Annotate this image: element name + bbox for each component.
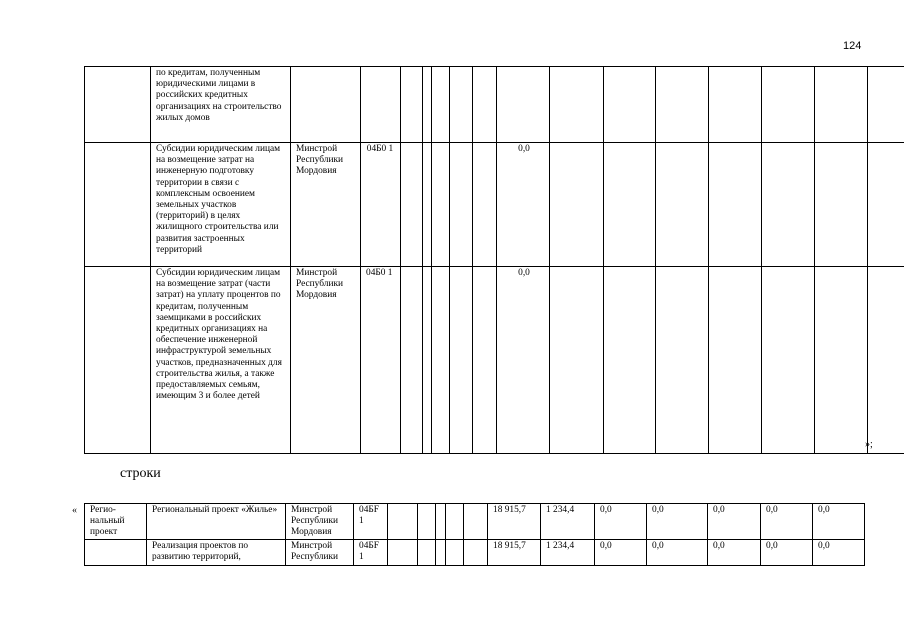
closing-quote: »; (865, 439, 873, 450)
code-cell: 04Б0 1 (361, 143, 401, 267)
value-cell: 0,0 (708, 504, 761, 540)
empty-cell (401, 143, 423, 267)
upper-budget-table (84, 66, 904, 454)
table-row (85, 67, 904, 143)
row-name-cell: Региональный проект «Жилье» (147, 504, 286, 540)
executor-cell: Минстрой Республики Мордовия (291, 143, 361, 267)
empty-cell (815, 267, 868, 454)
value-cell (473, 67, 497, 143)
empty-cell (436, 540, 446, 566)
empty-cell (604, 143, 656, 267)
status-cell (85, 267, 151, 454)
value-cell: 0,0 (647, 504, 708, 540)
value-cell: 1 234,4 (541, 540, 595, 566)
page-number: 124 (843, 40, 862, 52)
value-cell: 0,0 (761, 504, 813, 540)
executor-cell: Минстрой Республики Мордовия (286, 504, 354, 540)
empty-cell (388, 540, 418, 566)
empty-cell (868, 267, 904, 454)
executor-cell (291, 67, 361, 143)
value-cell (473, 267, 497, 454)
value-cell: 0,0 (647, 540, 708, 566)
empty-cell (450, 143, 473, 267)
executor-cell: Минстрой Республики Мордовия (291, 267, 361, 454)
value-cell: 0,0 (595, 540, 647, 566)
empty-cell (656, 67, 709, 143)
empty-cell (762, 267, 815, 454)
empty-cell (464, 504, 488, 540)
lower-budget-table (84, 503, 865, 566)
empty-cell (446, 540, 464, 566)
empty-cell (709, 143, 762, 267)
table-row (85, 143, 904, 267)
empty-cell (497, 67, 550, 143)
table-row (85, 267, 904, 454)
table-row (85, 540, 865, 566)
empty-cell (709, 67, 762, 143)
empty-cell (446, 504, 464, 540)
empty-cell (388, 504, 418, 540)
empty-cell (604, 67, 656, 143)
empty-cell (709, 267, 762, 454)
empty-cell (418, 540, 436, 566)
empty-cell (762, 67, 815, 143)
status-cell: Регио-нальный проект (85, 504, 147, 540)
value-cell (473, 143, 497, 267)
empty-cell (656, 143, 709, 267)
empty-cell (432, 67, 450, 143)
value-cell: 0,0 (497, 143, 550, 267)
empty-cell (436, 504, 446, 540)
value-cell: 0,0 (813, 504, 865, 540)
value-cell: 18 915,7 (488, 540, 541, 566)
row-name-cell: по кредитам, полученным юридическими лицами в российских кредитных организациях на строительство жилых домов (151, 67, 291, 143)
row-name-cell: Субсидии юридическим лицам на возмещение затрат на инженерную подготовку территории в связи с комплексным освоением земельных участков (территорий) в целях жилищного строительства или развития застроенных территорий (151, 143, 291, 267)
code-cell: 04БF 1 (354, 504, 388, 540)
empty-cell (868, 67, 904, 143)
empty-cell (423, 267, 432, 454)
status-cell (85, 540, 147, 566)
empty-cell (401, 67, 423, 143)
empty-cell (868, 143, 904, 267)
value-cell: 18 915,7 (488, 504, 541, 540)
empty-cell (604, 267, 656, 454)
empty-cell (418, 504, 436, 540)
status-cell (85, 143, 151, 267)
row-name-cell: Реализация проектов по развитию территорий, (147, 540, 286, 566)
value-cell: 0,0 (595, 504, 647, 540)
empty-cell (550, 67, 604, 143)
empty-cell (423, 67, 432, 143)
empty-cell (762, 143, 815, 267)
empty-cell (815, 143, 868, 267)
empty-cell (550, 143, 604, 267)
table-row (85, 504, 865, 540)
empty-cell (423, 143, 432, 267)
status-cell (85, 67, 151, 143)
code-cell: 04БF 1 (354, 540, 388, 566)
value-cell: 1 234,4 (541, 504, 595, 540)
value-cell: 0,0 (497, 267, 550, 454)
empty-cell (450, 67, 473, 143)
empty-cell (656, 267, 709, 454)
value-cell: 0,0 (761, 540, 813, 566)
empty-cell (450, 267, 473, 454)
empty-cell (550, 267, 604, 454)
empty-cell (432, 267, 450, 454)
section-heading: строки (120, 466, 161, 481)
row-name-cell: Субсидии юридическим лицам на возмещение затрат (части затрат) на уплату процентов по кредитам, полученным заемщиками в российских кредитных организациях на обеспечение инженерной инфраструктурой земельных участков, предназначенных для строительства жилья, а также предоставляемых семьям, имеющим 3 и более детей (151, 267, 291, 454)
code-cell (361, 67, 401, 143)
empty-cell (401, 267, 423, 454)
opening-quote: « (72, 505, 77, 516)
executor-cell: Минстрой Республики (286, 540, 354, 566)
empty-cell (464, 540, 488, 566)
value-cell: 0,0 (813, 540, 865, 566)
empty-cell (815, 67, 868, 143)
empty-cell (432, 143, 450, 267)
value-cell: 0,0 (708, 540, 761, 566)
code-cell: 04Б0 1 (361, 267, 401, 454)
